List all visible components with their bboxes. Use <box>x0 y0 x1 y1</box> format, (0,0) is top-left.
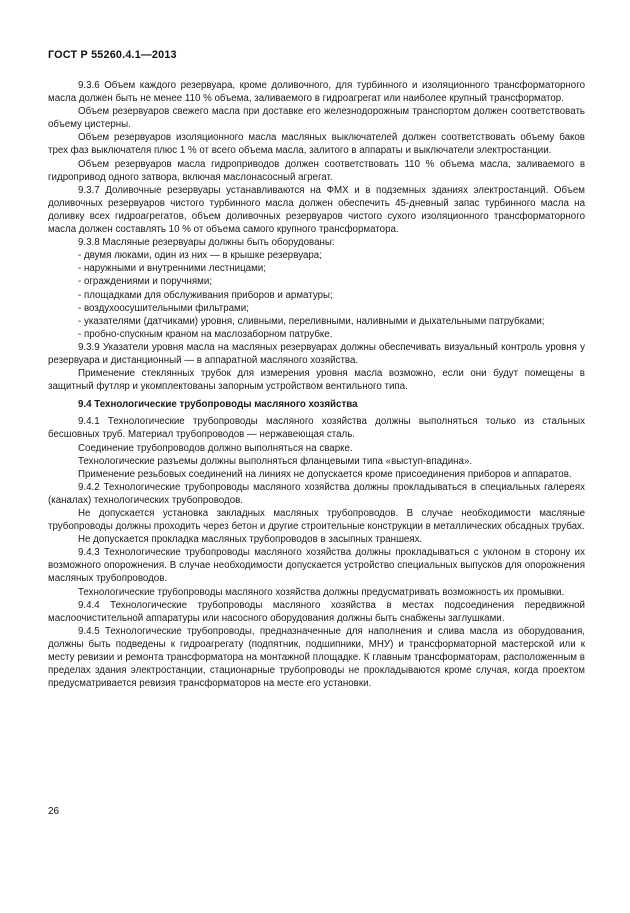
page-number: 26 <box>48 806 60 817</box>
paragraph-threaded-joints: Применение резьбовых соединений на линиях не допускается кроме присоединения приборов и аппаратов. <box>78 468 572 480</box>
paragraph-welding: Соединение трубопроводов должно выполняться на сварке. <box>78 442 353 454</box>
paragraph-9-4-5: 9.4.5 Технологические трубопроводы, предназначенные для наполнения и слива масла из оборудования, должны быть подведены к гидроагрегату (подпятник, подшипники, МНУ) и трансформаторной мастерской или к месту ревизии и ремонта трансформатора на монтажной площадке. К главным трансформаторам, расположенным в пределах здания электростанции, стационарные трубопроводы не прокладываются кроме случая, когда проектом предусматривается ревизия трансформаторов на месте его установки. <box>48 625 585 690</box>
list-item: - ограждениями и поручнями; <box>78 276 213 288</box>
paragraph-trenches: Не допускается прокладка масляных трубопроводов в засыпных траншеях. <box>78 534 423 546</box>
paragraph-9-3-7: 9.3.7 Доливочные резервуары устанавливаются на ФМХ и в подземных зданиях электростанций. Объем доливочных резервуаров чистого турбинного масла должен обеспечить 45-дневный запас турбинного масла на доливку всех гидроагрегатов, объем доливочных резервуаров чистого сухого изоляционного трансформаторного масла должен составлять 10 % от объема самого крупного трансформатора. <box>48 184 585 236</box>
paragraph-9-4-1: 9.4.1 Технологические трубопроводы масляного хозяйства должны выполняться только из стальных бесшовных труб. Материал трубопроводов — нержавеющая сталь. <box>48 416 585 441</box>
paragraph-9-3-9: 9.3.9 Указатели уровня масла на масляных резервуарах должны обеспечивать визуальный контроль уровня у резервуара и дистанционный — в аппаратной масляного хозяйства. <box>48 341 585 366</box>
paragraph-switch-oil-volume: Объем резервуаров изоляционного масла масляных выключателей должен соответствовать объему баков трех фаз выключателя плюс 1 % от всего объема масла, залитого в аппараты и выключатели электростанции. <box>48 132 585 157</box>
paragraph-glass-tubes: Применение стеклянных трубок для измерения уровня масла возможно, если они будут помещены в защитный футляр и укомплектованы запорным устройством вентильного типа. <box>48 368 585 393</box>
paragraph-9-4-2: 9.4.2 Технологические трубопроводы масляного хозяйства должны прокладываться в специальных галереях (каналах) технологических трубопроводов. <box>48 481 585 506</box>
paragraph-9-3-8: 9.3.8 Масляные резервуары должны быть оборудованы: <box>78 237 335 249</box>
paragraph-flanges: Технологические разъемы должны выполняться фланцевыми типа «выступ-впадина». <box>78 455 473 467</box>
paragraph-9-4-3: 9.4.3 Технологические трубопроводы масляного хозяйства должны прокладываться с уклоном в сторону их возможного опорожнения. В случае необходимости допускается устройство специальных выпусков для опорожнения масляных трубопроводов. <box>48 547 585 585</box>
list-item: - пробно-спускным краном на маслозаборном патрубке. <box>78 328 333 340</box>
paragraph-fresh-oil-volume: Объем резервуаров свежего масла при доставке его железнодорожным транспортом должен соответствовать объему цистерны. <box>48 106 585 131</box>
list-item: - двумя люками, один из них — в крышке резервуара; <box>78 250 322 262</box>
section-title-9-4: 9.4 Технологические трубопроводы масляного хозяйства <box>78 399 358 411</box>
paragraph-flushing: Технологические трубопроводы масляного хозяйства должны предусматривать возможность их промывки. <box>78 586 565 598</box>
paragraph-9-4-4: 9.4.4 Технологические трубопроводы масляного хозяйства в местах подсоединения передвижной маслоочистительной аппаратуры или насосного оборудования должны быть снабжены заглушками. <box>48 599 585 624</box>
paragraph-9-3-6: 9.3.6 Объем каждого резервуара, кроме доливочного, для турбинного и изоляционного трансформаторного масла должен быть не менее 110 % объема, заливаемого в гидроагрегат или наиболее крупный трансформатор. <box>48 80 585 105</box>
paragraph-embedded-pipes: Не допускается установка закладных масляных трубопроводов. В случае необходимости масляные трубопроводы должны проходить через бетон и другие строительные конструкции в металлических обсадных трубах. <box>48 508 585 533</box>
list-item: - воздухоосушительными фильтрами; <box>78 302 249 314</box>
list-item: - наружными и внутренними лестницами; <box>78 263 266 275</box>
document-body <box>48 79 585 690</box>
document-header: ГОСТ Р 55260.4.1—2013 <box>48 49 177 61</box>
list-item: - площадками для обслуживания приборов и арматуры; <box>78 289 333 301</box>
list-item: - указателями (датчиками) уровня, сливными, переливными, наливными и дыхательными патрубками; <box>78 315 545 327</box>
paragraph-hydraulic-oil-volume: Объем резервуаров масла гидроприводов должен соответствовать 110 % объема масла, заливаемого в гидропривод одного затвора, включая маслонасосный агрегат. <box>48 158 585 183</box>
